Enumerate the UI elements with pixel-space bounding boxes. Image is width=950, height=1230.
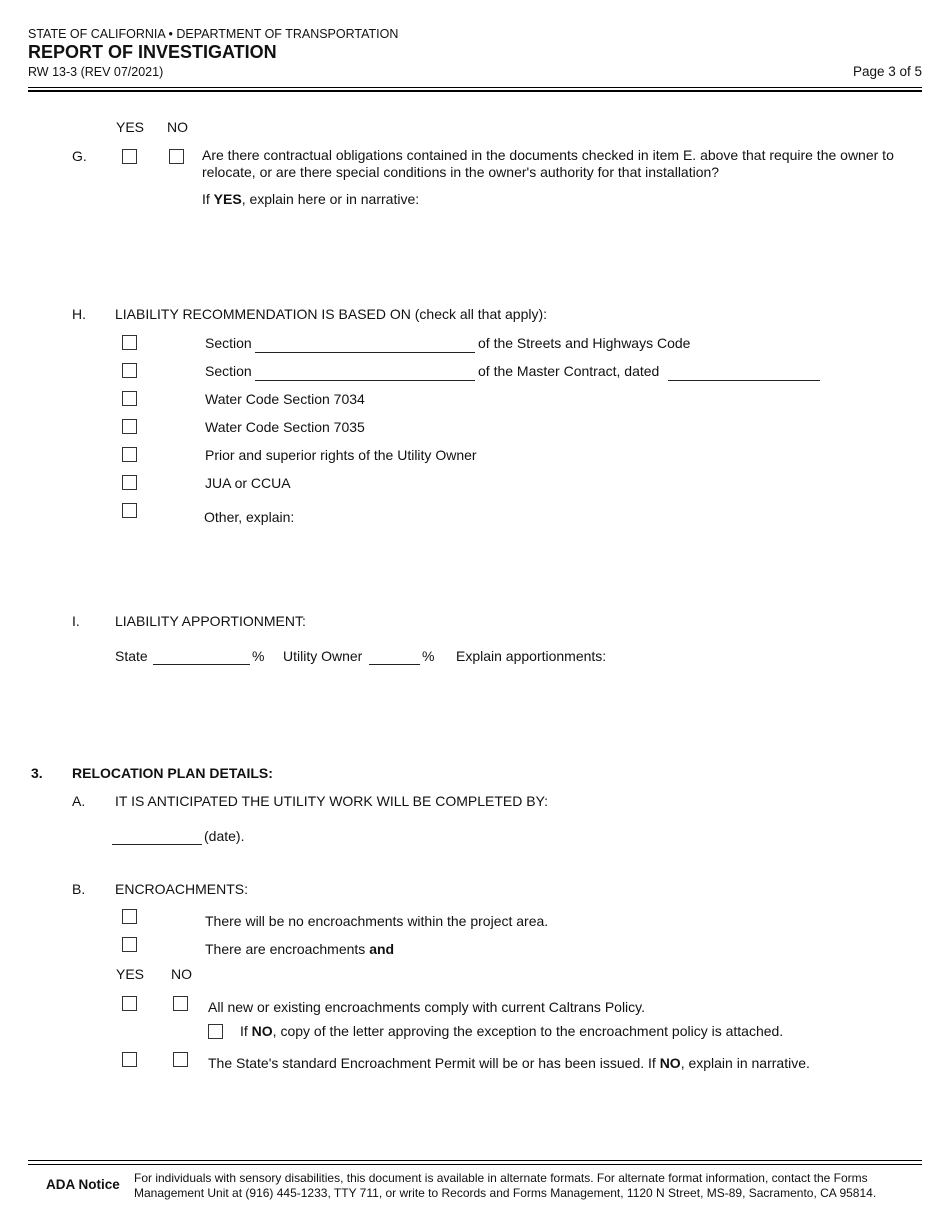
section-3-heading: RELOCATION PLAN DETAILS: bbox=[72, 765, 273, 781]
h-prior-rights-label: Prior and superior rights of the Utility Owner bbox=[205, 447, 477, 463]
h-master-date-field[interactable] bbox=[668, 380, 820, 381]
g-no-header: NO bbox=[167, 119, 188, 135]
h-other-label: Other, explain: bbox=[204, 509, 295, 525]
s3-permit-no-checkbox[interactable] bbox=[173, 1052, 188, 1067]
i-state-percent-field[interactable] bbox=[153, 664, 250, 665]
h-section-label-1: Section bbox=[205, 335, 252, 351]
h-water-7035-label: Water Code Section 7035 bbox=[205, 419, 365, 435]
h-jua-label: JUA or CCUA bbox=[205, 475, 291, 491]
i-state-pct-sign: % bbox=[252, 648, 265, 664]
i-heading: LIABILITY APPORTIONMENT: bbox=[115, 613, 306, 629]
ada-notice-line2: Management Unit at (916) 445-1233, TTY 711, or write to Records and Forms Management, 1120 N Street, MS-89, Sacramento, CA 95814. bbox=[134, 1186, 877, 1200]
footer-rule-bottom bbox=[28, 1164, 922, 1165]
s3-completion-date-field[interactable] bbox=[112, 844, 202, 845]
s3-are-encroach-checkbox[interactable] bbox=[122, 937, 137, 952]
form-title: REPORT OF INVESTIGATION bbox=[28, 42, 277, 62]
section-3-number: 3. bbox=[31, 765, 43, 781]
i-letter: I. bbox=[72, 613, 80, 629]
i-utility-percent-field[interactable] bbox=[369, 664, 420, 665]
i-explain-label: Explain apportionments: bbox=[456, 648, 607, 664]
i-utility-pct-sign: % bbox=[422, 648, 435, 664]
g-yes-checkbox[interactable] bbox=[122, 149, 137, 164]
s3-comply-label: All new or existing encroachments comply with current Caltrans Policy. bbox=[208, 999, 646, 1015]
h-heading: LIABILITY RECOMMENDATION IS BASED ON (check all that apply): bbox=[115, 306, 548, 322]
ada-notice-label: ADA Notice bbox=[46, 1177, 120, 1192]
h-letter: H. bbox=[72, 306, 86, 322]
s3-no-encroach-checkbox[interactable] bbox=[122, 909, 137, 924]
h-master-contract-label: of the Master Contract, dated bbox=[478, 363, 660, 379]
s3-comply-yes-checkbox[interactable] bbox=[122, 996, 137, 1011]
s3-no-header: NO bbox=[171, 966, 192, 982]
header-rule-thin bbox=[28, 87, 922, 88]
s3-permit-yes-checkbox[interactable] bbox=[122, 1052, 137, 1067]
ada-notice-line1: For individuals with sensory disabilities, this document is available in alternate formats. For alternate format information, contact the Forms bbox=[134, 1171, 868, 1185]
page-number: Page 3 of 5 bbox=[852, 64, 922, 79]
s3-no-encroach-label: There will be no encroachments within the project area. bbox=[205, 913, 549, 929]
s3-permit-label: The State's standard Encroachment Permit will be or has been issued. If NO, explain in narrative. bbox=[208, 1055, 810, 1071]
h-master-contract-checkbox[interactable] bbox=[122, 363, 137, 378]
s3-are-encroach-label: There are encroachments and bbox=[205, 941, 395, 957]
s3-b-heading: ENCROACHMENTS: bbox=[115, 881, 249, 897]
g-question-line2: relocate, or are there special conditions in the owner's authority for that installation? bbox=[202, 164, 720, 180]
i-utility-owner-label: Utility Owner bbox=[283, 648, 363, 664]
s3-b-letter: B. bbox=[72, 881, 86, 897]
s3-a-text: IT IS ANTICIPATED THE UTILITY WORK WILL BE COMPLETED BY: bbox=[115, 793, 549, 809]
form-id: RW 13-3 (REV 07/2021) bbox=[28, 65, 164, 79]
h-section-label-2: Section bbox=[205, 363, 252, 379]
h-water-7035-checkbox[interactable] bbox=[122, 419, 137, 434]
footer-rule-top bbox=[28, 1160, 922, 1161]
h-jua-checkbox[interactable] bbox=[122, 475, 137, 490]
header-rule-thick bbox=[28, 90, 922, 92]
s3-a-letter: A. bbox=[72, 793, 86, 809]
h-streets-section-field[interactable] bbox=[255, 352, 475, 353]
h-water-7034-label: Water Code Section 7034 bbox=[205, 391, 365, 407]
s3-exception-letter-label: If NO, copy of the letter approving the exception to the encroachment policy is attached. bbox=[240, 1023, 784, 1039]
s3-comply-no-checkbox[interactable] bbox=[173, 996, 188, 1011]
h-streets-checkbox[interactable] bbox=[122, 335, 137, 350]
h-streets-code-label: of the Streets and Highways Code bbox=[478, 335, 691, 351]
h-prior-rights-checkbox[interactable] bbox=[122, 447, 137, 462]
g-explain-note: If YES, explain here or in narrative: bbox=[202, 191, 420, 207]
s3-date-label: (date). bbox=[204, 828, 245, 844]
h-other-checkbox[interactable] bbox=[122, 503, 137, 518]
s3-yes-header: YES bbox=[116, 966, 145, 982]
g-letter: G. bbox=[72, 148, 87, 164]
agency-line: STATE OF CALIFORNIA • DEPARTMENT OF TRANSPORTATION bbox=[28, 27, 399, 41]
i-state-label: State bbox=[115, 648, 148, 664]
g-yes-header: YES bbox=[116, 119, 145, 135]
h-master-section-field[interactable] bbox=[255, 380, 475, 381]
g-question-line1: Are there contractual obligations contained in the documents checked in item E. above that require the owner to bbox=[202, 147, 894, 163]
s3-exception-letter-checkbox[interactable] bbox=[208, 1024, 223, 1039]
h-water-7034-checkbox[interactable] bbox=[122, 391, 137, 406]
g-no-checkbox[interactable] bbox=[169, 149, 184, 164]
